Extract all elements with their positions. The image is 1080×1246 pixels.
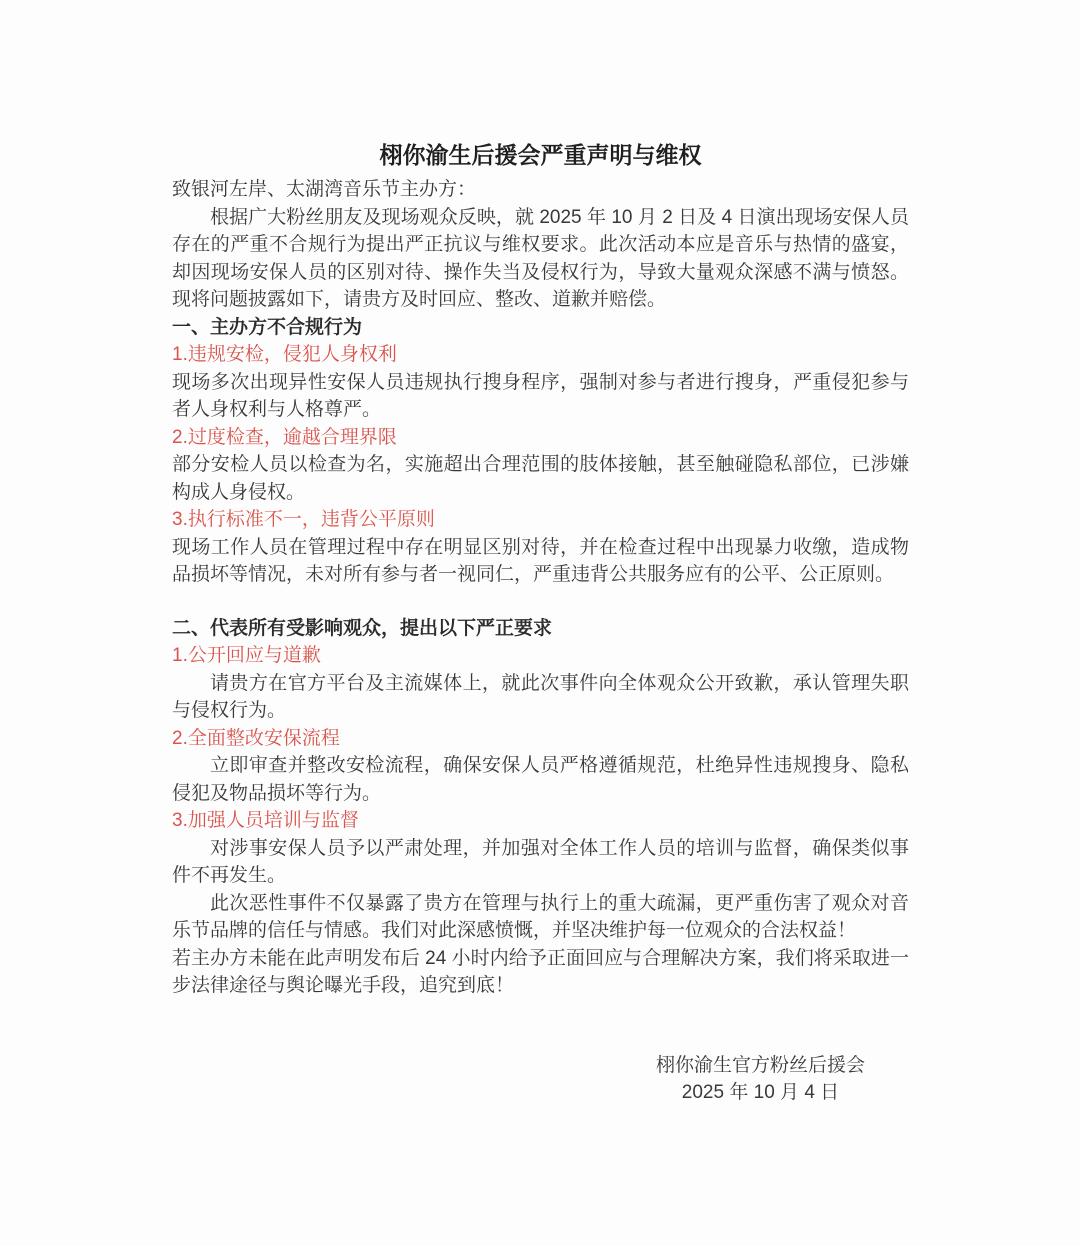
signature-name: 栩你渝生官方粉丝后援会 bbox=[655, 1054, 865, 1076]
section1-item3-body: 现场工作人员在管理过程中存在明显区别对待，并在检查过程中出现暴力收缴，造成物品损坏等情况，未对所有参与者一视同仁，严重违背公共服务应有的公平、公正原则。 bbox=[172, 536, 909, 585]
section2-item1-body: 请贵方在官方平台及主流媒体上，就此次事件向全体观众公开致歉，承认管理失职与侵权行为。 bbox=[172, 672, 909, 721]
document-title: 栩你渝生后援会严重声明与维权 bbox=[379, 142, 702, 168]
intro-paragraph: 根据广大粉丝朋友及现场观众反映，就 2025 年 10 月 2 日及 4 日演出现场安保人员存在的严重不合规行为提出严正抗议与维权要求。此次活动本应是音乐与热情的盛宴，却因现场安保人员的区别对待、操作失当及侵权行为，导致大量观众深感不满与愤怒。现将问题披露如下，请贵方及时回应、整改、道歉并赔偿。 bbox=[172, 206, 909, 310]
section1-heading: 一、主办方不合规行为 bbox=[172, 316, 363, 338]
section2-item2-title: 2.全面整改安保流程 bbox=[172, 727, 340, 749]
statement-document bbox=[172, 140, 909, 1107]
section2-item3-title: 3.加强人员培训与监督 bbox=[172, 810, 359, 831]
section2-heading: 二、代表所有受影响观众，提出以下严正要求 bbox=[172, 617, 553, 639]
section1-item1-body: 现场多次出现异性安保人员违规执行搜身程序，强制对参与者进行搜身，严重侵犯参与者人身权利与人格尊严。 bbox=[172, 371, 909, 420]
section2-item3-body: 对涉事安保人员予以严肃处理，并加强对全体工作人员的培训与监督，确保类似事件不再发生。 bbox=[172, 837, 909, 886]
signature-inner bbox=[656, 1052, 865, 1107]
signature-block bbox=[172, 1052, 909, 1107]
section1-item3-title: 3.执行标准不一，违背公平原则 bbox=[172, 509, 435, 530]
section1-item2-body: 部分安检人员以检查为名，实施超出合理范围的肢体接触，甚至触碰隐私部位，已涉嫌构成人身侵权。 bbox=[172, 454, 909, 503]
salutation-line: 致银河左岸、太湖湾音乐节主办方： bbox=[172, 179, 477, 200]
section1-item2-title: 2.过度检查，逾越合理界限 bbox=[172, 426, 397, 448]
section1-item1-title: 1.违规安检，侵犯人身权利 bbox=[172, 344, 397, 365]
signature-date: 2025 年 10 月 4 日 bbox=[681, 1082, 840, 1103]
closing-paragraph-1: 此次恶性事件不仅暴露了贵方在管理与执行上的重大疏漏，更严重伤害了观众对音乐节品牌的信任与情感。我们对此深感愤慨，并坚决维护每一位观众的合法权益！ bbox=[172, 892, 909, 941]
closing-paragraph-2: 若主办方未能在此声明发布后 24 小时内给予正面回应与合理解决方案，我们将采取进一步法律途径与舆论曝光手段，追究到底！ bbox=[172, 947, 909, 996]
section2-item2-body: 立即审查并整改安检流程，确保安保人员严格遵循规范，杜绝异性违规搜身、隐私侵犯及物品损坏等行为。 bbox=[172, 755, 909, 804]
section2-item1-title: 1.公开回应与道歉 bbox=[172, 645, 321, 666]
